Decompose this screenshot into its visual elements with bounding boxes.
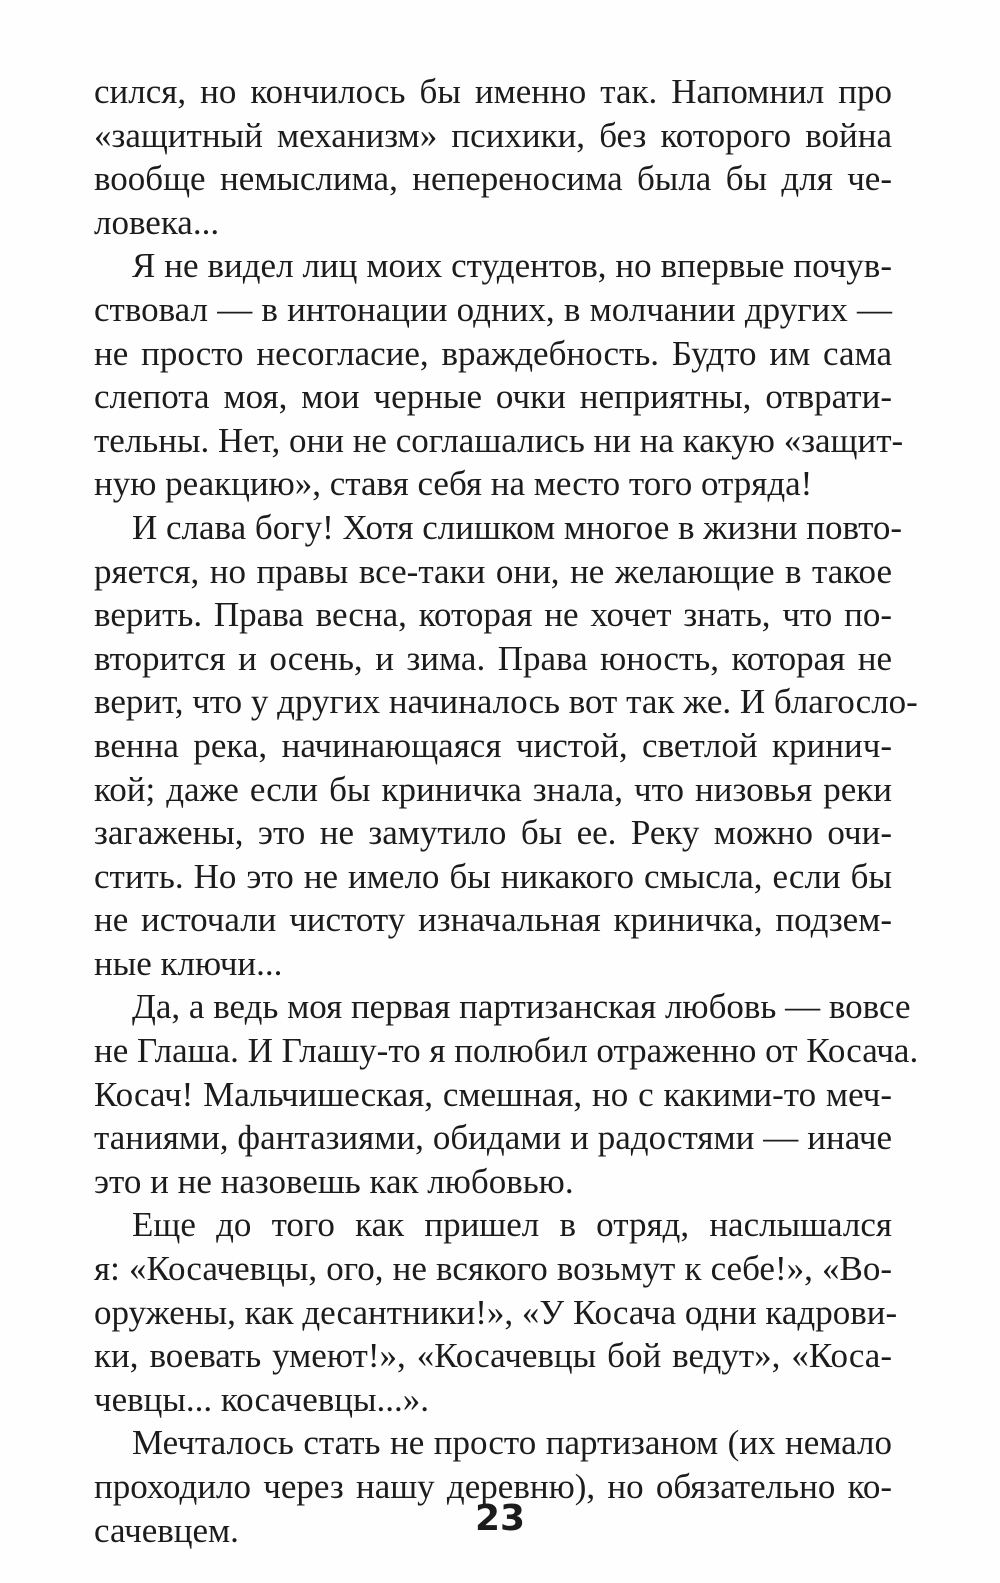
text-line: Еще до того как пришел в отряд, наслышался <box>132 1205 892 1245</box>
page-number: 23 <box>474 1498 526 1539</box>
text-line: И слава богу! Хотя слишком многое в жизни повто- <box>132 507 903 547</box>
text-line: ки, воевать умеют!», «Косачевцы бой ведут», «Коса- <box>94 1336 892 1376</box>
text-line: вообще немыслима, непереносима была бы для че- <box>94 159 892 199</box>
text-line: таниями, фантазиями, обидами и радостями — иначе <box>94 1118 892 1158</box>
text-line: вторится и осень, и зима. Права юность, которая не <box>94 638 892 678</box>
text-line: это и не назовешь как любовью. <box>94 1161 574 1201</box>
text-line: Мечталось стать не просто партизаном (их немало <box>132 1423 892 1463</box>
text-line: сился, но кончилось бы именно так. Напомнил про <box>94 72 892 111</box>
text-line: Я не видел лиц моих студентов, но впервые почув- <box>132 246 892 286</box>
text-line: Да, а ведь моя первая партизанская любовь — вовсе <box>132 987 911 1027</box>
text-line: сачевцем. <box>94 1510 239 1550</box>
text-line: стить. Но это не имело бы никакого смысла, если бы <box>94 856 892 896</box>
paragraph-2 <box>94 244 904 506</box>
text-line: не просто несогласие, враждебность. Будто им сама <box>94 333 892 373</box>
text-line: ловека... <box>94 202 220 242</box>
body-text <box>94 70 919 1552</box>
text-line: оружены, как десантники!», «У Косача одни кадрови- <box>94 1292 898 1332</box>
paragraph-3 <box>94 506 918 986</box>
text-line: не Глаша. И Глашу-то я полюбил отраженно от Косача. <box>94 1031 919 1071</box>
text-line: тельны. Нет, они не соглашались ни на какую «защит- <box>94 420 904 460</box>
text-line: проходило через нашу деревню), но обязательно ко- <box>94 1467 892 1506</box>
text-line: верить. Права весна, которая не хочет знать, что по- <box>94 595 892 635</box>
text-line: чевцы... косачевцы...». <box>94 1379 430 1419</box>
text-line: не источали чистоту изначальная криничка, подзем- <box>94 900 892 940</box>
text-line: кой; даже если бы криничка знала, что низовья реки <box>94 769 892 809</box>
text-line: слепота моя, мои черные очки неприятны, отврати- <box>94 377 892 417</box>
paragraph-1 <box>94 70 892 244</box>
paragraph-5 <box>94 1203 898 1421</box>
text-line: я: «Косачевцы, ого, не всякого возьмут к себе!», «Во- <box>94 1249 892 1289</box>
text-line: ряется, но правы все-таки они, не желающие в такое <box>94 551 892 591</box>
text-line: Косач! Мальчишеская, смешная, но с какими-то меч- <box>94 1074 892 1114</box>
text-line: венна река, начинающаяся чистой, светлой кринич- <box>94 725 892 765</box>
text-line: «защитный механизм» психики, без которого война <box>94 115 892 155</box>
text-line: ствовал — в интонации одних, в молчании других — <box>94 289 892 329</box>
text-line: загажены, это не замутило бы ее. Реку можно очи- <box>94 813 892 853</box>
text-line: ную реакцию», ставя себя на место того отряда! <box>94 464 813 504</box>
text-line: ные ключи... <box>94 943 283 983</box>
text-line: верит, что у других начиналось вот так же. И благосло- <box>94 682 918 722</box>
paragraph-4 <box>94 985 919 1203</box>
